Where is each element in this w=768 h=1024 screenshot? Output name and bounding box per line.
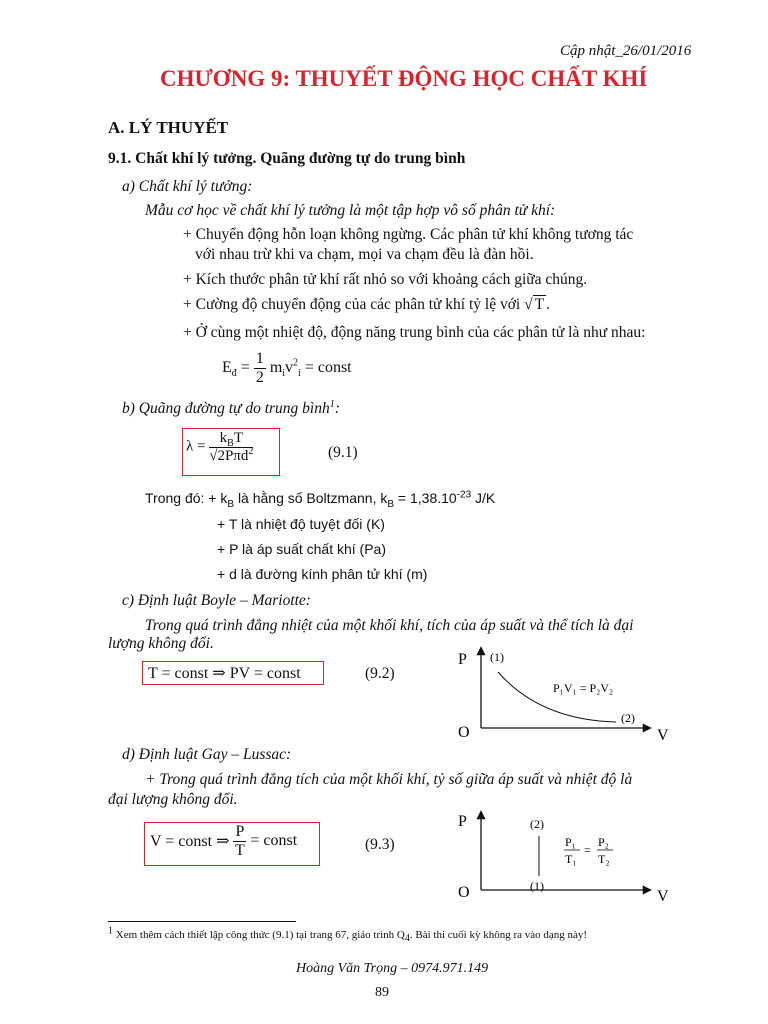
part-b-heading [122, 400, 340, 418]
bullet-1-line-1: + Chuyển động hỗn loạn không ngừng. Các phân tử khí không tương tác [183, 226, 634, 243]
update-date: Cập nhật_26/01/2016 [560, 43, 692, 59]
boyle-point-1: (1) [490, 650, 504, 664]
part-d-heading: d) Định luật Gay – Lussac: [122, 746, 292, 763]
part-a-intro: Mẫu cơ học về chất khí lý tưởng là một tập hợp vô số phân tử khí: [145, 202, 556, 219]
lambda-den: √2Pπd$^2$ [209, 445, 254, 464]
where1-sub2: B [387, 498, 395, 510]
gl-origin-label: O [458, 884, 470, 901]
formula-9-3-rhs: = const [250, 832, 298, 850]
boyle-point-2: (2) [621, 711, 635, 725]
where-line-1 [145, 489, 496, 510]
bullet-3 [183, 296, 550, 314]
part-c-text-2: lượng không đổi. [108, 635, 214, 652]
formula-9-2: T = const ⇒ PV = const [148, 665, 301, 682]
kinetic-energy-formula [222, 350, 352, 386]
where1-text: + k [208, 490, 228, 506]
where-line-4: + d là đường kính phân tử khí (m) [217, 566, 428, 582]
footnote-text-end: . Bài thi cuối kỳ không ra vào dạng này! [409, 929, 588, 941]
gl-eq: = [584, 843, 591, 857]
part-d-text-1: + Trong quá trình đẳng tích của một khối khí, tỷ số giữa áp suất và nhiệt độ là [145, 771, 633, 788]
gl-point-2: (2) [530, 817, 544, 831]
section-91-heading: 9.1. Chất khí lý tưởng. Quãng đường tự do trung bình [108, 150, 466, 167]
where1-val: = 1,38.10 [397, 490, 457, 506]
t-den: T [235, 841, 245, 859]
gl-v-label: V [657, 888, 669, 905]
energy-m-sub: i [282, 367, 286, 379]
lambda-num [209, 430, 253, 448]
formula-9-1 [186, 430, 253, 464]
gl-frac1-den: T₁ [565, 852, 577, 866]
kb-sub: B [227, 438, 234, 449]
part-c-heading: c) Định luật Boyle – Mariotte: [122, 592, 311, 609]
footnote-rule [108, 921, 296, 922]
section-a-heading: A. LÝ THUYẾT [108, 118, 229, 137]
bullet-1-line-2: với nhau trừ khi va chạm, mọi va chạm đều là đàn hồi. [195, 246, 534, 263]
gl-frac2-num: P₂ [598, 835, 609, 849]
energy-num: 1 [255, 350, 264, 367]
where1-sub: B [227, 498, 235, 510]
sqrt-t: T [534, 296, 545, 313]
energy-v-sub: i [298, 367, 301, 379]
where-line-3: + P là áp suất chất khí (Pa) [217, 541, 387, 557]
where1-sup: -23 [456, 489, 472, 501]
energy-const: = const [304, 358, 352, 376]
p-num: P [235, 823, 245, 840]
part-b-heading-text: b) Quãng đường tự do trung bình [122, 400, 330, 417]
gl-point-1: (1) [530, 879, 544, 893]
where-line-2: + T là nhiệt độ tuyệt đối (K) [217, 516, 385, 532]
sqrt-symbol: √ [524, 296, 533, 313]
boyle-graph [450, 640, 690, 750]
bullet-4: + Ở cùng một nhiệt độ, động năng trung bình của các phân tử là như nhau: [183, 324, 646, 341]
kb: k [219, 430, 228, 446]
boyle-relation: P₁V₁ = P₂V₂ [553, 681, 614, 695]
den-sup: 2 [248, 445, 254, 457]
bullet-3-end: . [546, 296, 550, 313]
energy-fraction [254, 350, 266, 386]
chapter-title: CHƯƠNG 9: THUYẾT ĐỘNG HỌC CHẤT KHÍ [160, 66, 648, 91]
eq-number-9-1: (9.1) [328, 444, 358, 461]
where1-unit: J/K [475, 490, 496, 506]
gl-p-label: P [458, 813, 467, 830]
eq-number-9-2: (9.2) [365, 665, 395, 682]
part-b-colon: : [334, 400, 340, 417]
energy-lhs: E [222, 358, 232, 376]
page-number: 89 [375, 985, 389, 1000]
footnote-ref: 1 [329, 398, 335, 410]
energy-m: m [269, 358, 283, 376]
p-over-t [233, 823, 246, 859]
energy-v-sup: 2 [293, 357, 299, 369]
boyle-v-label: V [657, 727, 669, 744]
footnote [108, 925, 588, 945]
footnote-mark: 1 [108, 925, 113, 937]
energy-sub: đ [231, 367, 237, 379]
footnote-sub: 4 [404, 933, 410, 945]
formula-9-3 [150, 823, 297, 859]
lambda: λ = [186, 438, 206, 455]
formula-9-3-lhs: V = const ⇒ [150, 833, 230, 851]
boyle-origin-label: O [458, 724, 470, 741]
bullet-3-text: + Cường độ chuyển động của các phân tử khí tỷ lệ với [183, 296, 521, 313]
boyle-isotherm-curve [498, 672, 616, 722]
boyle-p-label: P [458, 651, 467, 668]
part-c-text-1: Trong quá trình đẳng nhiệt của một khối khí, tích của áp suất và thể tích là đại [145, 617, 634, 634]
lambda-fraction [209, 430, 253, 464]
gl-frac1-num: P₁ [565, 835, 576, 849]
part-d-text-2: đại lượng không đổi. [108, 791, 238, 808]
eq-number-9-3: (9.3) [365, 836, 395, 853]
footnote-text: Xem thêm cách thiết lập công thức (9.1) tại trang 67, giáo trình Q [115, 929, 405, 941]
t: T [233, 430, 243, 446]
part-a-heading: a) Chất khí lý tưởng: [122, 178, 253, 195]
energy-v: v [285, 358, 294, 376]
where-label: Trong đó: [145, 490, 205, 506]
den-rest: Pπd [224, 447, 249, 464]
sqrt2: 2 [217, 447, 225, 464]
footer-author: Hoàng Văn Trọng – 0974.971.149 [296, 961, 489, 976]
gl-frac2-den: T₂ [598, 852, 610, 866]
bullet-2: + Kích thước phân tử khí rất nhỏ so với khoảng cách giữa chúng. [183, 271, 588, 288]
where1-mid: là hằng số Boltzmann, k [237, 490, 388, 506]
energy-den: 2 [255, 368, 264, 386]
energy-eq: = [240, 358, 250, 376]
gay-lussac-graph [450, 808, 690, 908]
